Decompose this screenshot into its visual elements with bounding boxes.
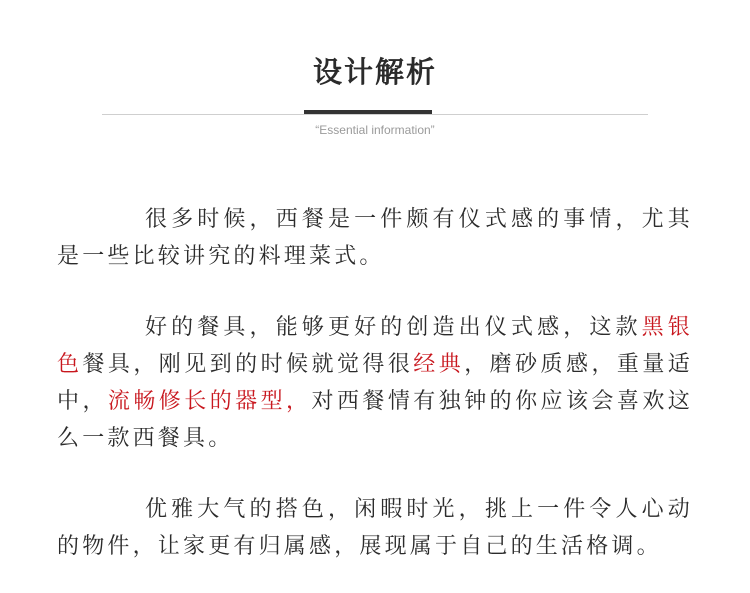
highlight-text: 经典: [413, 352, 465, 377]
highlight-text: 流畅修长的器型，: [107, 389, 312, 414]
section-subtitle: “Essential information”: [315, 123, 435, 137]
article-body: [57, 201, 693, 565]
paragraph-2: [57, 309, 693, 457]
paragraph-text: 很多时候，西餐是一件颇有仪式感的事情，尤其是一些比较讲究的料理菜式。: [57, 207, 693, 269]
section-header: [0, 0, 750, 150]
paragraph-text: 餐具，刚见到的时候就觉得很: [82, 352, 414, 377]
paragraph-text: 优雅大气的搭色，闲暇时光，挑上一件令人心动的物件，让家更有归属感，展现属于自己的生活格调。: [57, 497, 693, 559]
title-underline-bar: [304, 110, 432, 114]
section-title: 设计解析: [312, 55, 437, 89]
paragraph-text: 好的餐具，能够更好的创造出仪式感，这款: [145, 315, 642, 340]
paragraph-text: ，磨砂质感，重量适中，: [57, 352, 693, 414]
header-divider-line: [102, 114, 648, 115]
paragraph-3: [57, 491, 693, 565]
paragraph-text: 对西餐情有独钟的你应该会喜欢这么一款西餐具。: [57, 389, 693, 451]
highlight-text: 黑银色: [57, 315, 693, 377]
paragraph-1: [57, 201, 693, 275]
